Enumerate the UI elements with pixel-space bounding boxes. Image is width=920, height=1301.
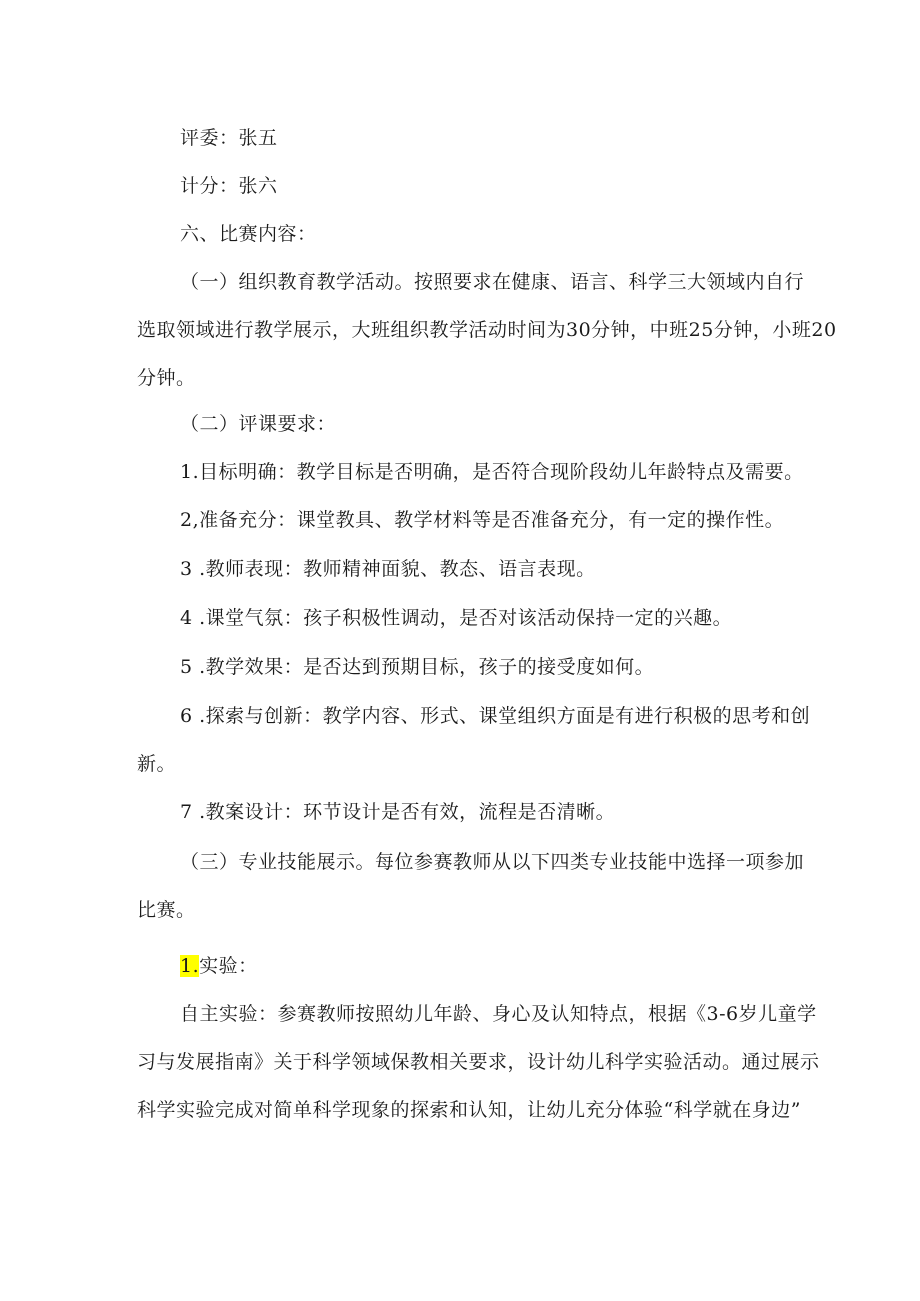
- experiment-heading: [180, 954, 258, 978]
- reviewer-line: 评委：张五: [180, 127, 278, 149]
- scorer-line: 计分：张六: [180, 175, 278, 197]
- criteria-item-7: 7 .教案设计：环节设计是否有效，流程是否清晰。: [180, 801, 616, 823]
- experiment-line-1: 自主实验：参赛教师按照幼儿年龄、身心及认知特点，根据《3-6岁儿童学: [180, 1003, 817, 1025]
- part-two-heading: （二）评课要求：: [180, 413, 337, 435]
- criteria-item-2: 2,准备充分：课堂教具、教学材料等是否准备充分，有一定的操作性。: [180, 509, 785, 531]
- criteria-item-6: 6 .探索与创新：教学内容、形式、课堂组织方面是有进行积极的思考和创: [180, 705, 811, 727]
- section-six-heading: 六、比赛内容：: [180, 223, 317, 245]
- experiment-line-2: 习与发展指南》关于科学领域保教相关要求，设计幼儿科学实验活动。通过展示: [137, 1051, 820, 1073]
- criteria-item-3: 3 .教师表现：教师精神面貌、教态、语言表现。: [180, 558, 596, 580]
- criteria-item-5: 5 .教学效果：是否达到预期目标，孩子的接受度如何。: [180, 656, 655, 678]
- part-one-line-1: （一）组织教育教学活动。按照要求在健康、语言、科学三大领域内自行: [180, 271, 805, 293]
- part-three-line-2: 比赛。: [137, 899, 196, 921]
- criteria-item-1: 1.目标明确：教学目标是否明确，是否符合现阶段幼儿年龄特点及需要。: [180, 461, 804, 483]
- part-one-line-2: 选取领域进行教学展示，大班组织教学活动时间为30分钟，中班25分钟，小班20: [137, 319, 837, 341]
- experiment-line-3: 科学实验完成对简单科学现象的探索和认知，让幼儿充分体验“科学就在身边”: [137, 1099, 801, 1121]
- experiment-label: 实验：: [199, 955, 258, 977]
- criteria-item-4: 4 .课堂气氛：孩子积极性调动，是否对该活动保持一定的兴趣。: [180, 607, 733, 629]
- part-three-line-1: （三）专业技能展示。每位参赛教师从以下四类专业技能中选择一项参加: [180, 851, 805, 873]
- criteria-item-6-cont: 新。: [137, 753, 177, 775]
- experiment-number-highlight: 1.: [180, 955, 200, 977]
- part-one-line-3: 分钟。: [137, 367, 196, 389]
